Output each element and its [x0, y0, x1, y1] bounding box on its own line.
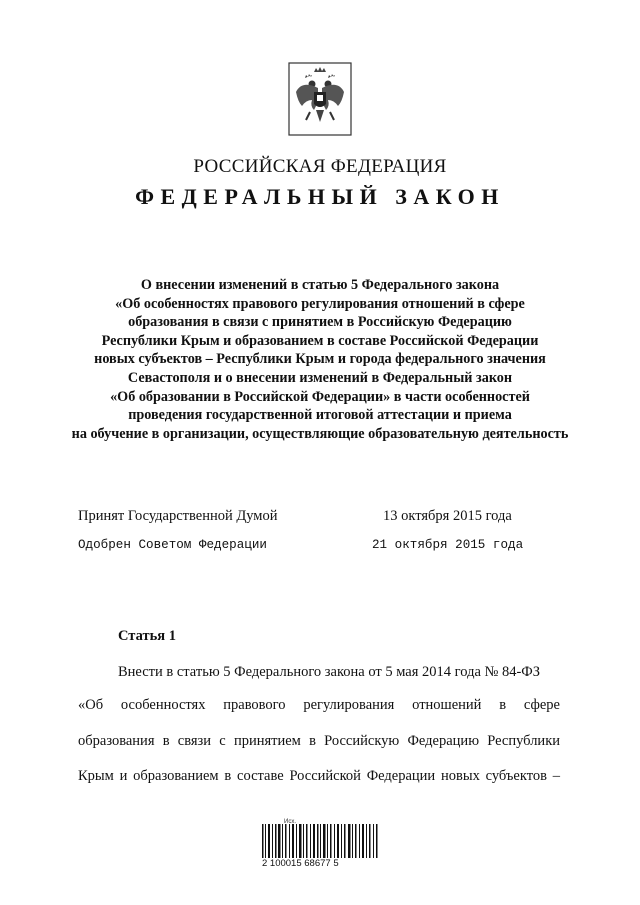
document-type: ФЕДЕРАЛЬНЫЙ ЗАКОН: [135, 184, 505, 209]
law-title-line: Севастополя и о внесении изменений в Федеральный закон: [127, 369, 513, 386]
country-name: РОССИЙСКАЯ ФЕДЕРАЦИЯ: [193, 156, 447, 177]
law-title-line: Республики Крым и образованием в составе Российской Федерации: [101, 332, 539, 349]
law-title-line: на обучение в организации, осуществляющие образовательную деятельность: [71, 425, 569, 442]
coat-of-arms-icon: [288, 62, 352, 136]
law-title-line: новых субъектов – Республики Крым и города федерального значения: [94, 351, 546, 368]
barcode-icon: [262, 818, 378, 858]
law-title-line: «Об особенностях правового регулирования отношений в сфере: [115, 295, 525, 312]
duma-adoption-date: 13 октября 2015 года: [383, 508, 512, 524]
council-approval-label: Одобрен Советом Федерации: [78, 538, 267, 552]
law-title-line: О внесении изменений в статью 5 Федерального закона: [140, 277, 500, 293]
article-text-line: «Об особенностях правового регулирования отношений в сфере: [78, 697, 560, 713]
law-title-line: образования в связи с принятием в Российскую Федерацию: [128, 314, 512, 331]
article-text-line: Внести в статью 5 Федерального закона от 5 мая 2014 года № 84-ФЗ: [118, 664, 541, 680]
article-text-line: образования в связи с принятием в Российскую Федерацию Республики: [78, 733, 560, 749]
barcode-top-text: Исх.: [284, 819, 296, 825]
law-title-line: проведения государственной итоговой аттестации и приема: [128, 407, 512, 424]
council-approval-date: 21 октября 2015 года: [372, 538, 524, 552]
law-title: [60, 276, 580, 443]
article-heading: Статья 1: [118, 628, 176, 644]
law-title-line: «Об образовании в Российской Федерации» в части особенностей: [110, 388, 530, 405]
barcode-number: 2 100015 68677 5: [262, 858, 339, 869]
article-text-line: Крым и образованием в составе Российской Федерации новых субъектов –: [78, 768, 560, 784]
duma-adoption-label: Принят Государственной Думой: [78, 508, 278, 524]
